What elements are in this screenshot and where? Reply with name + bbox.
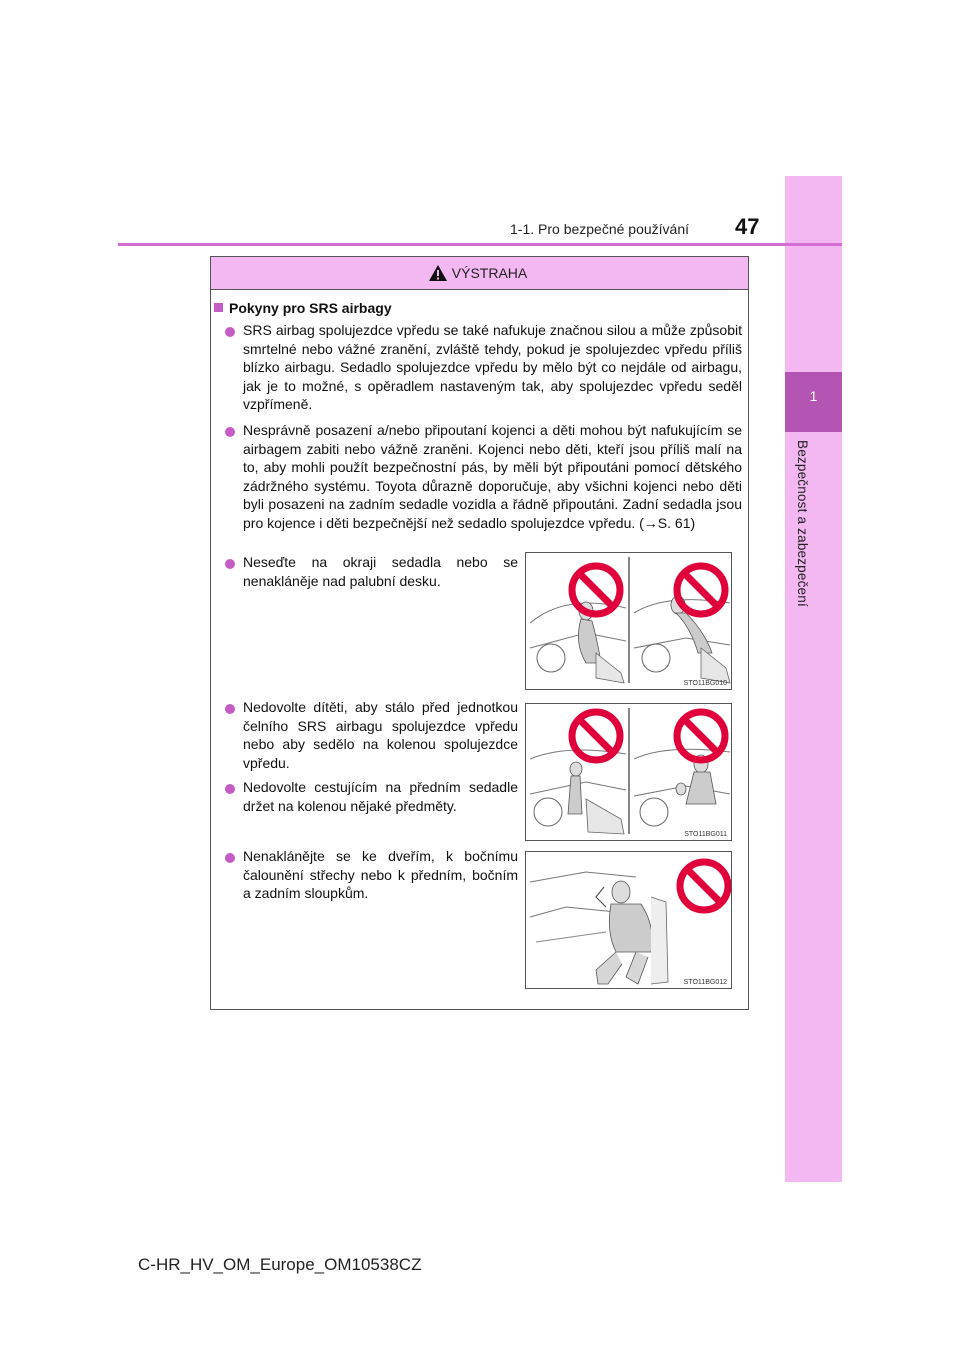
header-rule xyxy=(118,243,842,246)
warning-triangle-icon xyxy=(428,264,448,282)
figure-leaning-forward xyxy=(525,552,732,690)
warning-box xyxy=(210,256,749,1010)
prohibition-icon xyxy=(677,566,725,614)
document-id: C-HR_HV_OM_Europe_OM10538CZ xyxy=(138,1255,422,1274)
figure-leaning-door xyxy=(525,851,732,989)
prohibition-icon xyxy=(680,862,728,910)
figure-code: STO11BG012 xyxy=(683,979,727,986)
section-heading xyxy=(214,300,392,316)
figure-child-in-front xyxy=(525,703,732,841)
bullet-icon xyxy=(225,784,235,794)
bullet-text-1: SRS airbag spolujezdce vpředu se také nafukuje značnou silou a může způsobit smrtelné nebo vážné zranění, zvláště tehdy, pokud je spolujezdec vpředu příliš blízko airbagu. Sedadlo spolujezdce vpředu by mělo být co nejdále od airbagu, jak je to možné, s opěradlem nastaveným tak, aby spolujezdec vpředu seděl vzpřímeně. xyxy=(243,322,742,413)
figure-code: STO11BG010 xyxy=(683,680,727,687)
bullet-text-5: Nedovolte cestujícím na předním sedadle držet na kolenou nějaké předměty. xyxy=(243,779,518,814)
chapter-title: Bezpečnost a zabezpečení xyxy=(795,440,810,607)
section-title: 1-1. Pro bezpečné používání xyxy=(510,221,690,237)
figure-code: STO11BG011 xyxy=(684,831,727,838)
figure-illustration xyxy=(526,553,732,690)
bullet-icon xyxy=(225,327,235,337)
prohibition-icon xyxy=(677,712,725,760)
page-number: 47 xyxy=(735,214,760,239)
prohibition-icon xyxy=(572,712,620,760)
warning-title: VÝSTRAHA xyxy=(451,265,528,281)
bullet-text-2: Nesprávně posazení a/nebo připoutaní kojenci a děti mohou být nafukujícím se airbagem zabiti nebo vážně zraněni. Kojenci nebo děti, kteří jsou příliš malí na to, aby mohli použít bezpečnostní pás, by měli být připoutáni pomocí dětského zádržného systému. Toyota důrazně doporučuje, aby všichni kojenci nebo děti byli posazeni na zadním sedadle vozidla a řádně připoutáni. Zadní sedadla jsou pro kojence i děti bezpečnější než sedadlo spolujezdce vpředu. (→S. 61) xyxy=(243,422,742,531)
square-bullet-icon xyxy=(214,303,223,312)
bullet-text-3: Neseďte na okraji sedadla nebo se nenakláněje nad palubní desku. xyxy=(243,554,518,589)
warning-header xyxy=(211,257,748,290)
figure-illustration xyxy=(526,852,732,989)
bullet-icon xyxy=(225,853,235,863)
bullet-icon xyxy=(225,427,235,437)
bullet-text-6: Nenaklánějte se ke dveřím, k bočnímu čalounění střechy nebo k předním, bočním a zadním sloupkům. xyxy=(243,848,518,902)
bullet-icon xyxy=(225,559,235,569)
section-heading-text: Pokyny pro SRS airbagy xyxy=(229,300,392,316)
bullet-icon xyxy=(225,704,235,714)
bullet-text-4: Nedovolte dítěti, aby stálo před jednotkou čelního SRS airbagu spolujezdce vpředu nebo aby sedělo na kolenou spolujezdce vpředu. xyxy=(243,699,518,771)
figure-illustration xyxy=(526,704,732,841)
chapter-tab xyxy=(785,176,842,1182)
chapter-number: 1 xyxy=(809,388,818,404)
prohibition-icon xyxy=(572,566,620,614)
